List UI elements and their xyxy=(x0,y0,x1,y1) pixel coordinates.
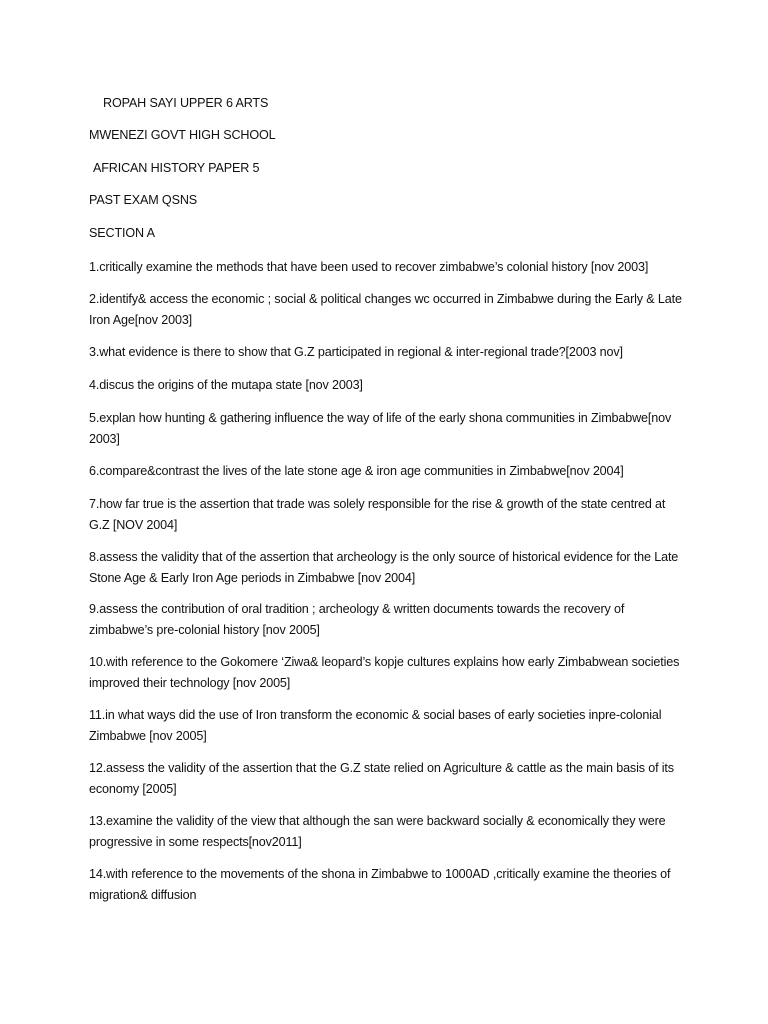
question-8: 8.assess the validity that of the assertion that archeology is the only source of historical evidence for the Late Stone Age & Early Iron Age periods in Zimbabwe [nov 2004] xyxy=(89,550,679,585)
question-4: 4.discus the origins of the mutapa state [nov 2003] xyxy=(89,378,363,392)
question-2: 2.identify& access the economic ; social & political changes wc occurred in Zimbabwe during the Early & Late Iron Age[nov 2003] xyxy=(89,292,682,327)
question-14: 14.with reference to the movements of the shona in Zimbabwe to 1000AD ,critically examine the theories of migration& diffusion xyxy=(89,867,671,902)
question-10: 10.with reference to the Gokomere ‘Ziwa& leopard’s kopje cultures explains how early Zimbabwean societies improved their technology [nov 2005] xyxy=(89,655,680,690)
question-9: 9.assess the contribution of oral tradition ; archeology & written documents towards the recovery of zimbabwe’s pre-colonial history [nov 2005] xyxy=(89,602,625,637)
section-heading: SECTION A xyxy=(89,226,155,240)
question-3: 3.what evidence is there to show that G.Z participated in regional & inter-regional trade?[2003 nov] xyxy=(89,345,623,359)
question-11: 11.in what ways did the use of Iron transform the economic & social bases of early societies inpre-colonial Zimbabwe [nov 2005] xyxy=(89,708,662,743)
school-name: MWENEZI GOVT HIGH SCHOOL xyxy=(89,128,276,142)
question-12: 12.assess the validity of the assertion that the G.Z state relied on Agriculture & cattle as the main basis of its economy [2005] xyxy=(89,761,674,796)
question-1: 1.critically examine the methods that have been used to recover zimbabwe’s colonial history [nov 2003] xyxy=(89,260,649,274)
question-7: 7.how far true is the assertion that trade was solely responsible for the rise & growth of the state centred at G.Z [NOV 2004] xyxy=(89,497,666,532)
question-6: 6.compare&contrast the lives of the late stone age & iron age communities in Zimbabwe[nov 2004] xyxy=(89,464,624,478)
question-5: 5.explan how hunting & gathering influence the way of life of the early shona communities in Zimbabwe[nov 2003] xyxy=(89,411,672,446)
student-line: ROPAH SAYI UPPER 6 ARTS xyxy=(103,96,269,110)
document-subtitle: PAST EXAM QSNS xyxy=(89,193,198,207)
question-13: 13.examine the validity of the view that although the san were backward socially & economically they were progressive in some respects[nov2011] xyxy=(89,814,666,849)
paper-title: AFRICAN HISTORY PAPER 5 xyxy=(93,161,260,175)
